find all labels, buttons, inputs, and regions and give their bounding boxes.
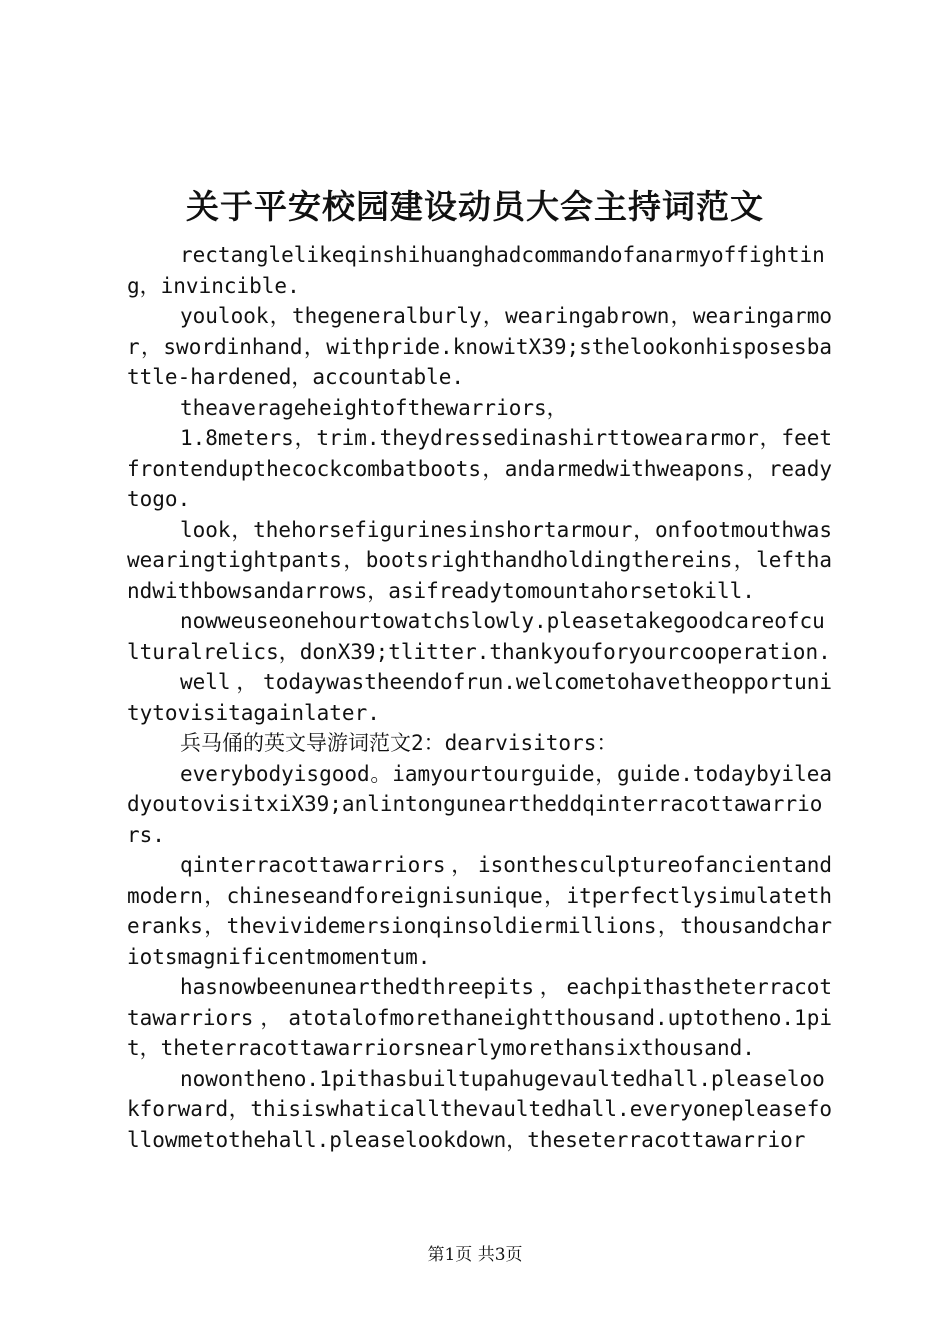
- section-heading-paragraph: 兵马俑的英文导游词范文2：dearvisitors：: [180, 731, 618, 755]
- paragraph: hasnowbeenunearthedthreepits，eachpithastheterracottawarriors，atotalofmorethaneightthousand.uptotheno.1pit，theterracottawarriorsnearlymorethansixthousand.: [127, 975, 832, 1060]
- paragraph: everybodyisgood。iamyourtourguide，guide.todaybyileadyoutovisitxiX39;anlintonguneartheddqinterracottawarriors.: [127, 761, 832, 847]
- paragraph: qinterracottawarriors，isonthesculptureofancientandmodern，chineseandforeignisunique，itperfectlysimulatetheranks，thevividemersionqinsoldiermillions，thousandchariotsmagnificentmomentum.: [127, 853, 832, 969]
- paragraph: look，thehorsefigurinesinshortarmour，onfootmouthwaswearingtightpants，bootsrighthandholdingthereins，lefthandwithbowsandarrows，asifreadytomountahorsetokill.: [127, 517, 832, 603]
- page-number-footer: 第1页 共3页: [427, 1245, 523, 1265]
- paragraph: nowontheno.1pithasbuiltupahugevaultedhall.pleaselookforward，thisiswhaticallthevaultedhall.everyonepleasefollowmetothehall.pleaselookdown，theseterracottawarrior: [127, 1066, 832, 1152]
- paragraph: 1.8meters，trim.theydressedinashirttoweararmor，feetfrontendupthecockcombatboots，andarmedwithweapons，readytogo.: [127, 426, 832, 511]
- paragraph: nowweuseonehourtowatchslowly.pleasetakegoodcareofculturalrelics，donX39;tlitter.thankyouforyourcooperation.: [127, 609, 831, 664]
- document-title: 关于平安校园建设动员大会主持词范文: [186, 187, 764, 226]
- paragraph: rectanglelikeqinshihuanghadcommandofanarmyoffighting，invincible.: [127, 243, 825, 298]
- paragraph: well，todaywastheendofrun.welcometohavetheopportunitytovisitagainlater.: [127, 670, 832, 725]
- paragraph: theaverageheightofthewarriors，: [180, 395, 568, 420]
- paragraph: youlook，thegeneralburly，wearingabrown，wearingarmor，swordinhand，withpride.knowitX39;sthelookonhisposesbattle-hardened，accountable.: [127, 304, 832, 389]
- document-body: [127, 240, 832, 1155]
